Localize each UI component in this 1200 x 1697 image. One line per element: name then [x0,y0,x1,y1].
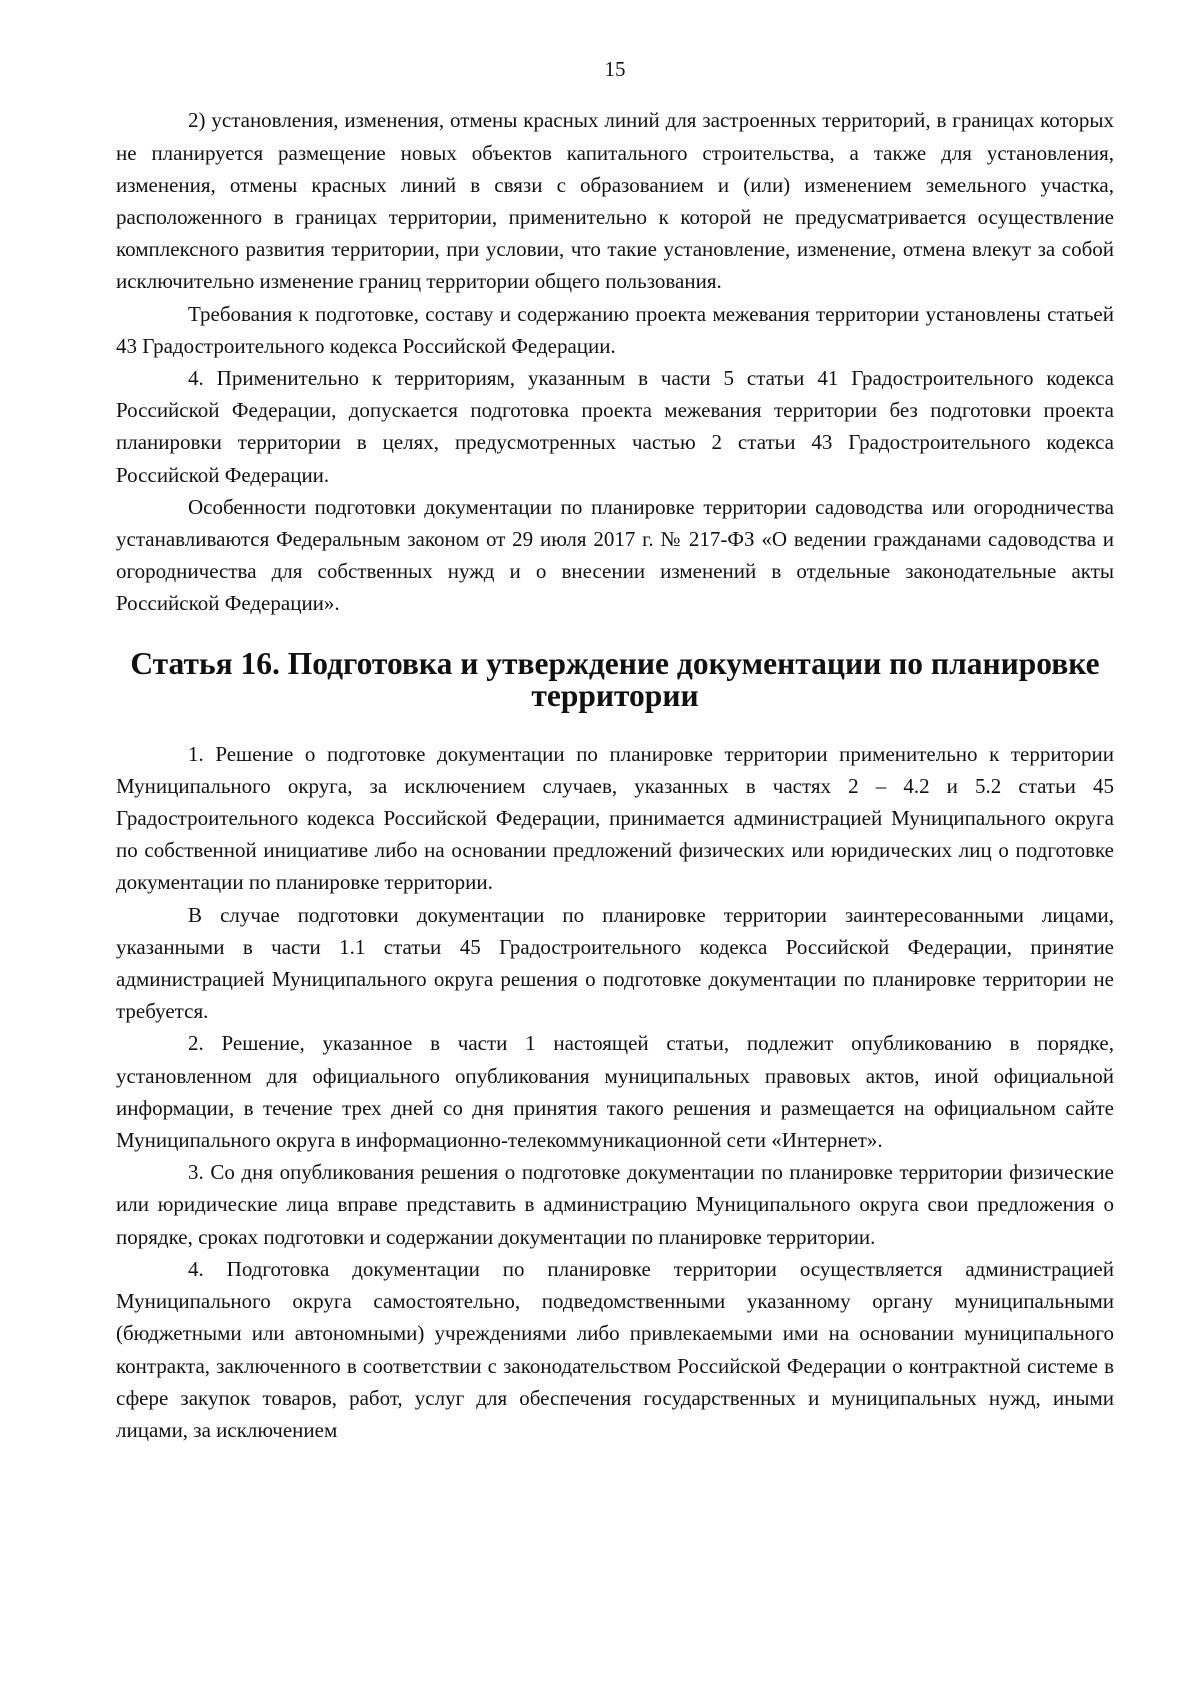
paragraph: 4. Подготовка документации по планировке территории осуществляется администрацией Муниципального округа самостоятельно, подведомственными указанному органу муниципальными (бюджетными или автономными) учреждениями либо привлекаемыми ими на основании муниципального контракта, заключенного в соответствии с законодательством Российской Федерации о контрактной системе в сфере закупок товаров, работ, услуг для обеспечения государственных и муниципальных нужд, иными лицами, за исключением [116,1256,1114,1442]
paragraph: Особенности подготовки документации по планировке территории садоводства или огородничества устанавливаются Федеральным законом от 29 июля 2017 г. № 217-ФЗ «О ведении гражданами садоводства и огородничества для собственных нужд и о внесении изменений в отдельные законодательные акты Российской Федерации». [116,494,1114,616]
document-page [116,55,1114,1446]
paragraph: 3. Со дня опубликования решения о подготовке документации по планировке территории физические или юридические лица вправе представить в администрацию Муниципального округа свои предложения о порядке, сроках подготовки и содержании документации по планировке территории. [116,1160,1114,1249]
article-heading: Статья 16. Подготовка и утверждение документации по планировке территории [130,645,1100,713]
page-number: 15 [604,57,626,81]
paragraph: 2) установления, изменения, отмены красных линий для застроенных территорий, в границах которых не планируется размещение новых объектов капитального строительства, а также для установления, изменения, отмены красных линий в связи с образованием и (или) изменением земельного участка, расположенного в границах территории, применительно к которой не предусматривается осуществление комплексного развития территории, при условии, что такие установление, изменение, отмена влекут за собой исключительно изменение границ территории общего пользования. [116,108,1114,294]
paragraph: 1. Решение о подготовке документации по планировке территории применительно к территории Муниципального округа, за исключением случаев, указанных в частях 2 – 4.2 и 5.2 статьи 45 Градостроительного кодекса Российской Федерации, принимается администрацией Муниципального округа по собственной инициативе либо на основании предложений физических или юридических лиц о подготовке документации по планировке территории. [116,741,1114,895]
paragraph: 2. Решение, указанное в части 1 настоящей статьи, подлежит опубликованию в порядке, установленном для официального опубликования муниципальных правовых актов, иной официальной информации, в течение трех дней со дня принятия такого решения и размещается на официальном сайте Муниципального округа в информационно-телекоммуникационной сети «Интернет». [116,1031,1114,1153]
paragraph: 4. Применительно к территориям, указанным в части 5 статьи 41 Градостроительного кодекса Российской Федерации, допускается подготовка проекта межевания территории без подготовки проекта планировки территории в целях, предусмотренных частью 2 статьи 43 Градостроительного кодекса Российской Федерации. [116,366,1114,487]
paragraph: Требования к подготовке, составу и содержанию проекта межевания территории установлены статьей 43 Градостроительного кодекса Российской Федерации. [116,301,1114,358]
paragraph: В случае подготовки документации по планировке территории заинтересованными лицами, указанными в части 1.1 статьи 45 Градостроительного кодекса Российской Федерации, принятие администрацией Муниципального округа решения о подготовке документации по планировке территории не требуется. [116,902,1114,1024]
